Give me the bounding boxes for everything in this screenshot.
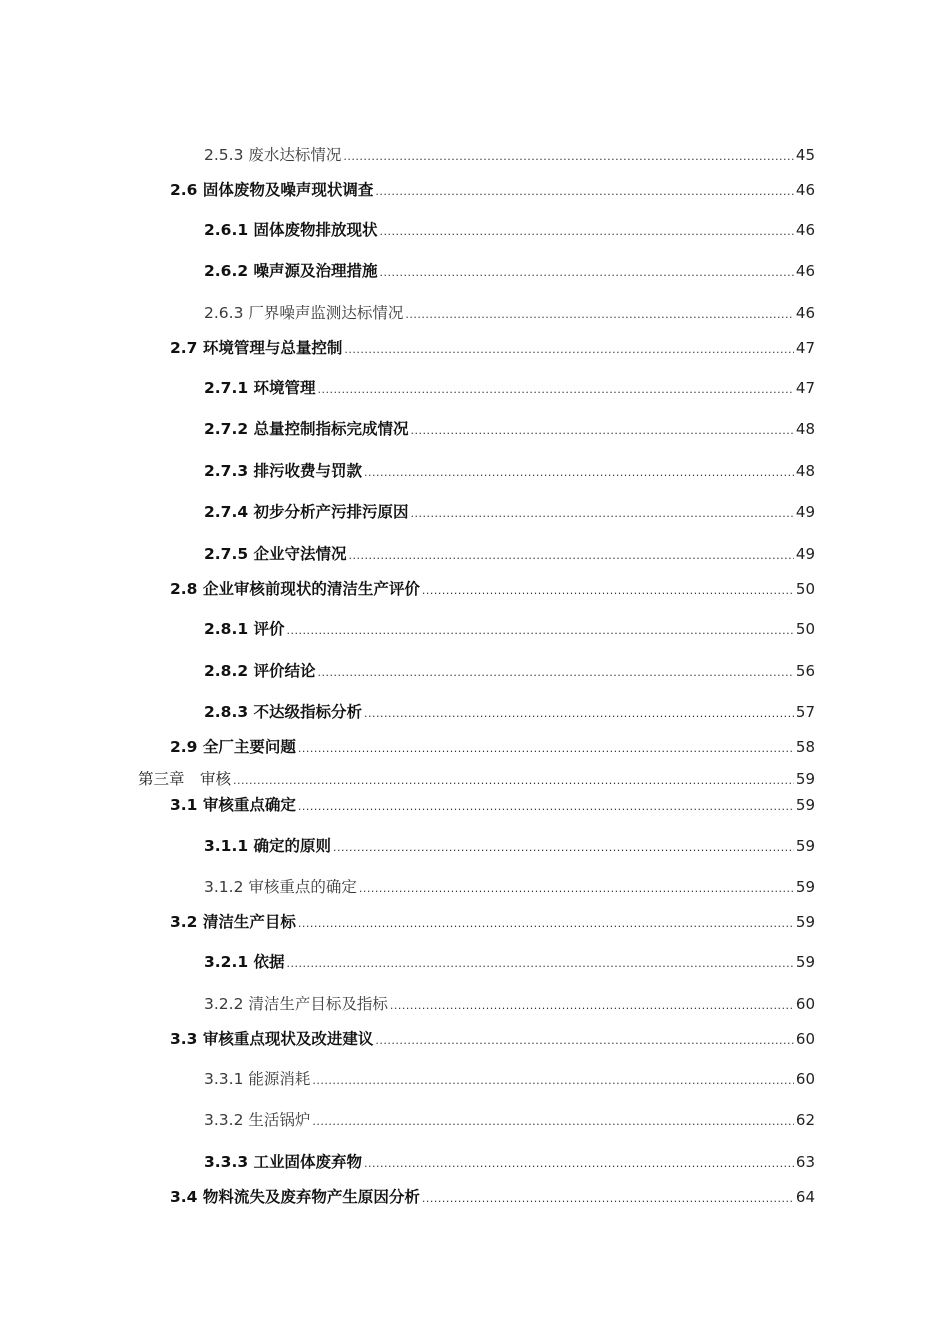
toc-entry[interactable] [170,910,815,934]
dot-leader [380,261,794,285]
toc-page-number: 59 [795,913,815,931]
dot-leader [287,619,794,643]
toc-entry-label: 2.7.4 初步分析产污排污原因 [204,503,409,521]
toc-entry[interactable] [170,577,815,601]
toc-entry[interactable] [170,1027,815,1051]
toc-entry-label: 3.2.2 清洁生产目标及指标 [204,995,388,1013]
toc-entry[interactable] [170,793,815,817]
toc-entry[interactable] [204,1067,815,1091]
toc-page-number: 49 [795,503,815,521]
toc-entry-label: 2.9 全厂主要问题 [170,738,296,756]
toc-page-number: 47 [795,339,815,357]
toc-entry-label: 2.6.2 噪声源及治理措施 [204,262,378,280]
toc-page-number: 50 [795,580,815,598]
toc-entry[interactable] [204,659,815,683]
dot-leader [298,795,794,819]
dot-leader [422,1187,794,1211]
toc-page-number: 60 [795,1030,815,1048]
toc-page-number: 64 [795,1188,815,1206]
dot-leader [312,1069,794,1093]
toc-page-number: 48 [795,420,815,438]
toc-entry-label: 3.2 清洁生产目标 [170,913,296,931]
dot-leader [390,994,794,1018]
toc-entry-label: 2.7 环境管理与总量控制 [170,339,343,357]
toc-entry-label: 3.1.1 确定的原则 [204,837,332,855]
toc-entry[interactable] [204,542,815,566]
toc-entry[interactable] [204,459,815,483]
toc-entry-label: 2.7.2 总量控制指标完成情况 [204,420,409,438]
dot-leader [312,1110,794,1134]
toc-page-number: 60 [795,1070,815,1088]
dot-leader [333,836,794,860]
toc-page-number: 59 [795,953,815,971]
toc-chapter-entry[interactable] [138,767,815,791]
toc-entry-label: 2.7.5 企业守法情况 [204,545,347,563]
toc-entry[interactable] [204,259,815,283]
dot-leader [318,378,794,402]
dot-leader [343,145,794,169]
toc-entry-label: 2.6.3 厂界噪声监测达标情况 [204,304,404,322]
dot-leader [287,952,794,976]
toc-page-number: 59 [795,796,815,814]
dot-leader [359,877,794,901]
toc-page-number: 46 [795,221,815,239]
toc-entry-label: 3.2.1 依据 [204,953,285,971]
toc-entry-label: 第三章 审核 [138,770,232,788]
toc-entry[interactable] [204,834,815,858]
toc-entry-label: 3.3.2 生活锅炉 [204,1111,311,1129]
toc-entry[interactable] [204,950,815,974]
dot-leader [364,461,794,485]
dot-leader [233,769,794,793]
toc-entry[interactable] [204,992,815,1016]
toc-entry[interactable] [204,143,815,167]
toc-entry-label: 3.4 物料流失及废弃物产生原因分析 [170,1188,420,1206]
toc-page-number: 58 [795,738,815,756]
toc-page-number: 56 [795,662,815,680]
toc-entry-label: 2.8.1 评价 [204,620,285,638]
toc-entry-label: 2.8 企业审核前现状的清洁生产评价 [170,580,420,598]
toc-page-number: 59 [795,837,815,855]
toc-entry[interactable] [170,735,815,759]
toc-page-number: 46 [795,181,815,199]
toc-entry[interactable] [204,1150,815,1174]
toc-entry-label: 2.7.3 排污收费与罚款 [204,462,363,480]
toc-entry-label: 2.7.1 环境管理 [204,379,316,397]
toc-page-number: 45 [795,146,815,164]
toc-entry[interactable] [170,1185,815,1209]
toc-entry-label: 2.6.1 固体废物排放现状 [204,221,378,239]
toc-entry[interactable] [204,875,815,899]
toc-entry[interactable] [170,178,815,202]
toc-entry[interactable] [170,336,815,360]
toc-page-number: 59 [795,878,815,896]
dot-leader [364,702,794,726]
toc-entry[interactable] [204,617,815,641]
toc-page-number: 62 [795,1111,815,1129]
dot-leader [298,737,794,761]
dot-leader [422,579,794,603]
toc-page-number: 46 [795,304,815,322]
toc-entry-label: 2.6 固体废物及噪声现状调查 [170,181,374,199]
toc-entry[interactable] [204,500,815,524]
dot-leader [375,1029,794,1053]
dot-leader [298,912,794,936]
toc-entry-label: 2.8.2 评价结论 [204,662,316,680]
toc-entry[interactable] [204,1108,815,1132]
toc-page-number: 46 [795,262,815,280]
toc-page-number: 48 [795,462,815,480]
toc-page-number: 50 [795,620,815,638]
dot-leader [344,338,794,362]
toc-entry-label: 3.1.2 审核重点的确定 [204,878,357,896]
toc-entry-label: 2.8.3 不达级指标分析 [204,703,363,721]
toc-entry-label: 3.1 审核重点确定 [170,796,296,814]
toc-entry-label: 3.3.3 工业固体废弃物 [204,1153,363,1171]
toc-page-number: 63 [795,1153,815,1171]
toc-page-number: 47 [795,379,815,397]
toc-entry[interactable] [204,218,815,242]
dot-leader [411,419,794,443]
toc-entry-label: 3.3.1 能源消耗 [204,1070,311,1088]
toc-entry[interactable] [204,376,815,400]
toc-page-number: 49 [795,545,815,563]
dot-leader [411,502,794,526]
dot-leader [349,544,794,568]
dot-leader [364,1152,794,1176]
dot-leader [380,220,794,244]
toc-page-number: 59 [795,770,815,788]
toc-entry[interactable] [204,417,815,441]
dot-leader [318,661,794,685]
dot-leader [375,180,794,204]
toc-entry[interactable] [204,700,815,724]
dot-leader [405,303,794,327]
toc-page-number: 57 [795,703,815,721]
toc-entry-label: 2.5.3 废水达标情况 [204,146,342,164]
toc-page-number: 60 [795,995,815,1013]
toc-entry-label: 3.3 审核重点现状及改进建议 [170,1030,374,1048]
toc-entry[interactable] [204,301,815,325]
